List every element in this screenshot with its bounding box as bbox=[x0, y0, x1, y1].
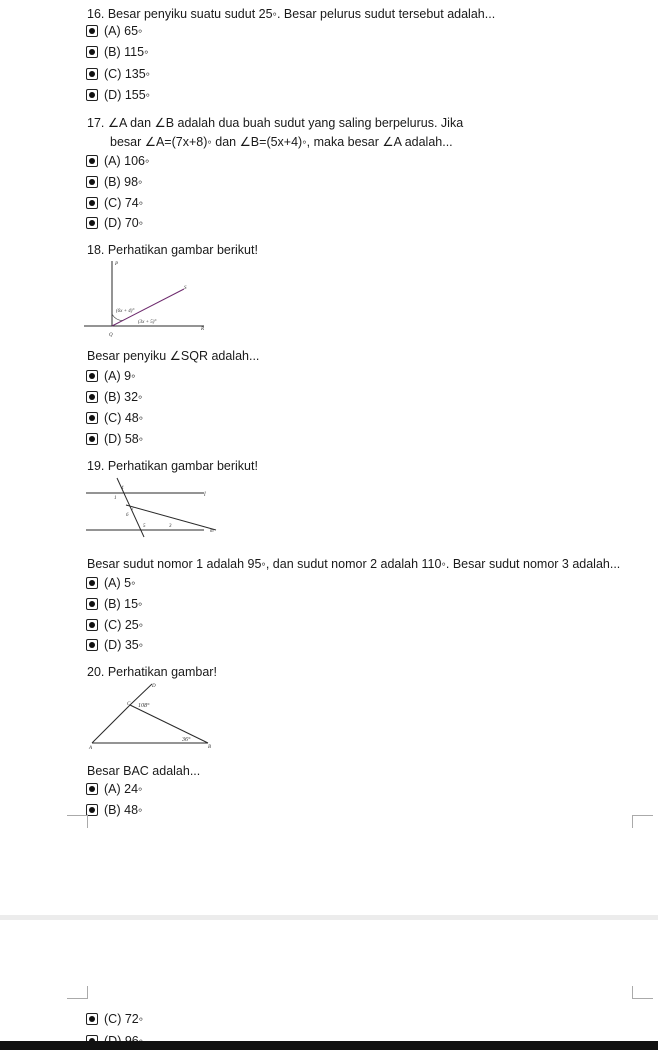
page-corner-mark bbox=[67, 815, 88, 828]
label-b: B bbox=[208, 745, 212, 750]
label-c: C bbox=[127, 702, 131, 707]
q17-option-d[interactable]: (D) 70◦ bbox=[86, 215, 143, 231]
q19-figure bbox=[86, 475, 226, 541]
page-corner-mark bbox=[67, 986, 88, 999]
radio-icon[interactable] bbox=[86, 46, 98, 58]
label-5: 5 bbox=[143, 524, 146, 529]
q16-text: 16. Besar penyiku suatu sudut 25◦. Besar pelurus sudut tersebut adalah... bbox=[87, 7, 496, 21]
label-s: S bbox=[184, 286, 187, 291]
label-2: 2 bbox=[131, 507, 134, 512]
q18-figure bbox=[84, 256, 224, 342]
radio-icon[interactable] bbox=[86, 639, 98, 651]
q19-option-a[interactable]: (A) 5◦ bbox=[86, 575, 136, 591]
page-corner-mark bbox=[632, 986, 653, 999]
radio-icon[interactable] bbox=[86, 412, 98, 424]
label-6: 6 bbox=[126, 513, 129, 518]
q17-text-line1: 17. ∠A dan ∠B adalah dua buah sudut yang saling berpelurus. Jika bbox=[87, 116, 464, 130]
q17-option-a[interactable]: (A) 106◦ bbox=[86, 153, 149, 169]
q17-option-c[interactable]: (C) 74◦ bbox=[86, 195, 143, 211]
q20-option-c[interactable]: (C) 72◦ bbox=[86, 1011, 143, 1027]
q17-text-line2: besar ∠A=(7x+8)◦ dan ∠B=(5x+4)◦, maka besar ∠A adalah... bbox=[110, 135, 453, 149]
radio-icon[interactable] bbox=[86, 155, 98, 167]
radio-icon[interactable] bbox=[86, 1013, 98, 1025]
bottom-bar bbox=[0, 1041, 658, 1050]
q20-option-a[interactable]: (A) 24◦ bbox=[86, 781, 142, 797]
radio-icon[interactable] bbox=[86, 217, 98, 229]
label-a: A bbox=[89, 746, 93, 751]
angle-36: 36° bbox=[182, 737, 191, 743]
radio-icon[interactable] bbox=[86, 433, 98, 445]
q16-option-a[interactable]: (A) 65◦ bbox=[86, 23, 142, 39]
q19-option-b[interactable]: (B) 15◦ bbox=[86, 596, 142, 612]
q20-question: Besar BAC adalah... bbox=[87, 764, 201, 778]
radio-icon[interactable] bbox=[86, 25, 98, 37]
q18-option-d[interactable]: (D) 58◦ bbox=[86, 431, 143, 447]
q16-option-d[interactable]: (D) 155◦ bbox=[86, 87, 150, 103]
q18-option-c[interactable]: (C) 48◦ bbox=[86, 410, 143, 426]
q18-text: 18. Perhatikan gambar berikut! bbox=[87, 243, 258, 257]
radio-icon[interactable] bbox=[86, 68, 98, 80]
q16-option-b[interactable]: (B) 115◦ bbox=[86, 44, 149, 60]
radio-icon[interactable] bbox=[86, 197, 98, 209]
label-p: P bbox=[115, 262, 119, 267]
q20-option-b[interactable]: (B) 48◦ bbox=[86, 802, 142, 818]
label-l: l bbox=[204, 492, 206, 498]
q20-figure bbox=[86, 678, 216, 752]
label-q: Q bbox=[109, 333, 113, 338]
q18-option-b[interactable]: (B) 32◦ bbox=[86, 389, 142, 405]
angle-label-2: (3x + 5)° bbox=[138, 320, 157, 325]
label-4: 4 bbox=[121, 486, 124, 491]
radio-icon[interactable] bbox=[86, 391, 98, 403]
radio-icon[interactable] bbox=[86, 89, 98, 101]
page-corner-mark bbox=[632, 815, 653, 828]
radio-icon[interactable] bbox=[86, 176, 98, 188]
q19-question: Besar sudut nomor 1 adalah 95◦, dan sudut nomor 2 adalah 110◦. Besar sudut nomor 3 adalah... bbox=[87, 557, 621, 571]
q18-option-a[interactable]: (A) 9◦ bbox=[86, 368, 136, 384]
radio-icon[interactable] bbox=[86, 370, 98, 382]
q17-option-b[interactable]: (B) 98◦ bbox=[86, 174, 142, 190]
angle-108: 108° bbox=[138, 703, 150, 709]
label-3: 3 bbox=[169, 524, 172, 529]
q19-text: 19. Perhatikan gambar berikut! bbox=[87, 459, 258, 473]
page-separator bbox=[0, 915, 658, 920]
radio-icon[interactable] bbox=[86, 577, 98, 589]
label-d: D bbox=[152, 684, 156, 689]
radio-icon[interactable] bbox=[86, 619, 98, 631]
q16-option-c[interactable]: (C) 135◦ bbox=[86, 66, 150, 82]
q20-text: 20. Perhatikan gambar! bbox=[87, 665, 217, 679]
q19-option-d[interactable]: (D) 35◦ bbox=[86, 637, 143, 653]
label-r: R bbox=[201, 327, 205, 332]
radio-icon[interactable] bbox=[86, 783, 98, 795]
q18-question: Besar penyiku ∠SQR adalah... bbox=[87, 349, 260, 363]
label-1: 1 bbox=[114, 496, 117, 501]
q19-option-c[interactable]: (C) 25◦ bbox=[86, 617, 143, 633]
radio-icon[interactable] bbox=[86, 598, 98, 610]
angle-label-1: (6x + 4)° bbox=[116, 309, 135, 314]
label-m: m bbox=[210, 529, 214, 534]
